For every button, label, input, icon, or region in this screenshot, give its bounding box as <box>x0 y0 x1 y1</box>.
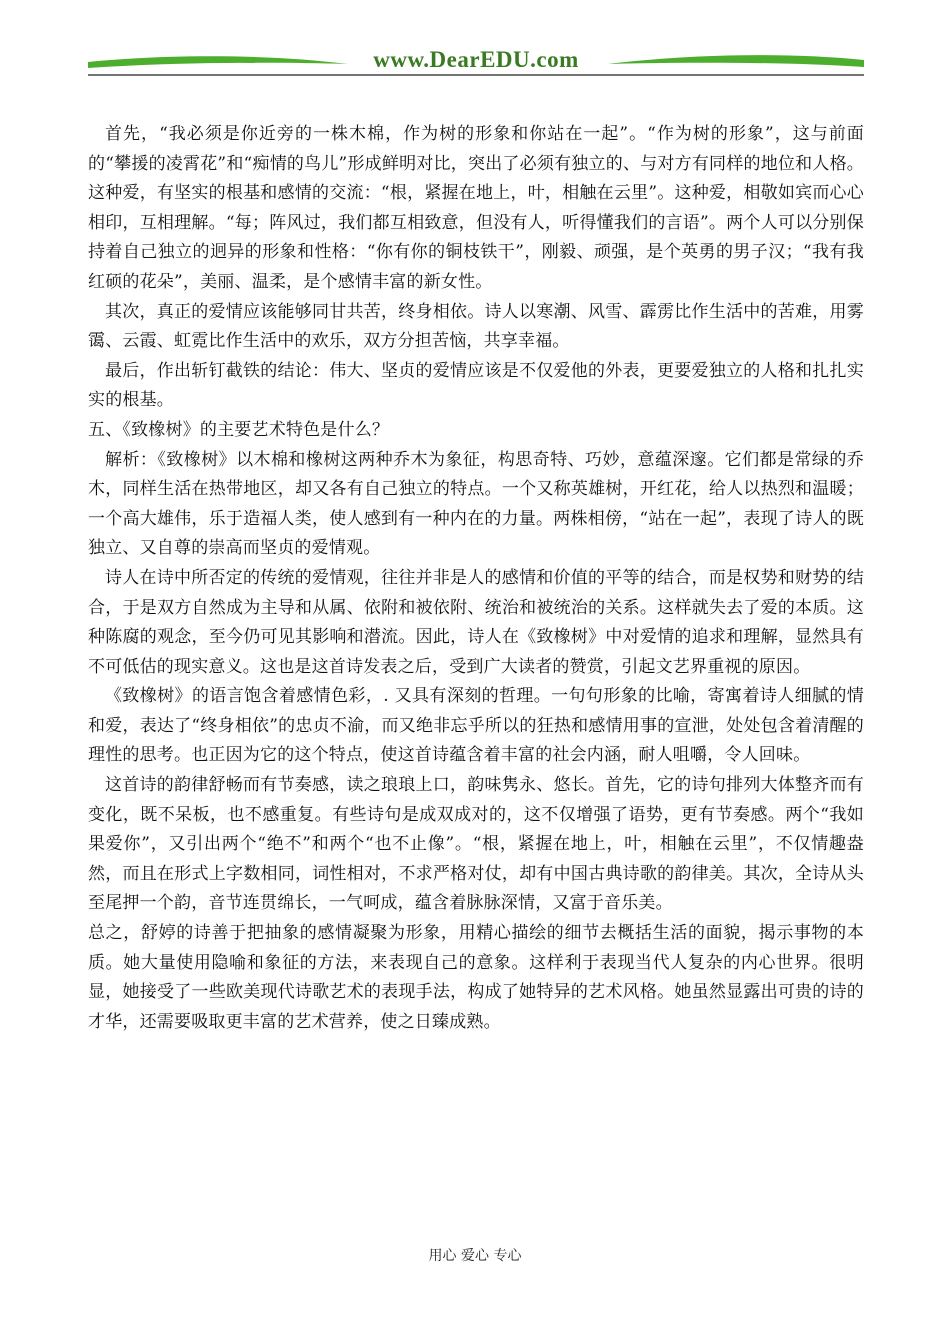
paragraph-summary: 总之，舒婷的诗善于把抽象的感情凝聚为形象，用精心描绘的细节去概括生活的面貌，揭示事物的本质。她大量使用隐喻和象征的方法，来表现自己的意象。这样利于表现当代人复杂的内心世界。很明显，她接受了一些欧美现代诗歌艺术的表现手法，构成了她特异的艺术风格。她虽然显露出可贵的诗的才华，还需要吸取更丰富的艺术营养，使之日臻成熟。 <box>88 923 864 1032</box>
page-header <box>88 40 864 80</box>
section-heading: 五、《致橡树》的主要艺术特色是什么？ <box>88 419 390 440</box>
paragraph-rhythm: 这首诗的韵律舒畅而有节奏感，读之琅琅上口，韵味隽永、悠长。首先，它的诗句排列大体整齐而有变化，既不呆板，也不感重复。有些诗句是成双成对的，这不仅增强了语势，更有节奏感。两个“我如果爱你”，又引出两个“绝不”和两个“也不止像”。“根，紧握在地上，叶，相触在云里”，不仅情趣盎然，而且在形式上字数相同，词性相对，不求严格对仗，却有中国古典诗歌的韵律美。其次，全诗从头至尾押一个韵，音节连贯绵长，一气呵成，蕴含着脉脉深情，又富于音乐美。 <box>88 775 864 914</box>
paragraph-traditional-view: 诗人在诗中所否定的传统的爱情观，往往并非是人的感情和价值的平等的结合，而是权势和财势的结合，于是双方自然成为主导和从属、依附和被依附、统治和被统治的关系。这样就失去了爱的本质。这种陈腐的观念，至今仍可见其影响和潜流。因此，诗人在《致橡树》中对爱情的追求和理解，显然具有不可低估的现实意义。这也是这首诗发表之后，受到广大读者的赞赏，引起文艺界重视的原因。 <box>88 567 864 677</box>
paragraph-conclusion: 最后，作出斩钉截铁的结论：伟大、坚贞的爱情应该是不仅爱他的外表，更要爱独立的人格和扎扎实实的根基。 <box>88 360 864 411</box>
site-logo-text: www.DearEDU.com <box>373 47 579 72</box>
article-body <box>88 120 864 1037</box>
paragraph-language: 《致橡树》的语言饱含着感情色彩，. 又具有深刻的哲理。一句句形象的比喻，寄寓着诗人细腻的情和爱，表达了“终身相依”的忠贞不渝，而又绝非忘乎所以的狂热和感情用事的宣泄，处处包含着清醒的理性的思考。也正因为它的这个特点，使这首诗蕴含着丰富的社会内涵，耐人咀嚼，令人回味。 <box>88 686 864 766</box>
page-footer: 用心 爱心 专心 <box>428 1248 522 1264</box>
paragraph-first: 首先，“我必须是你近旁的一株木棉，作为树的形象和你站在一起”。“作为树的形象”，这与前面的“攀援的凌霄花”和“痴情的鸟儿”形成鲜明对比，突出了必须有独立的、与对方有同样的地位和人格。这种爱，有坚实的根基和感情的交流：“根，紧握在地上，叶，相触在云里”。这种爱，相敬如宾而心心相印，互相理解。“每；阵风过，我们都互相致意，但没有人，听得懂我们的言语”。两个人可以分别保持着自己独立的迥异的形象和性格：“你有你的铜枝铁干”，刚毅、顽强，是个英勇的男子汉；“我有我红硕的花朵”，美丽、温柔，是个感情丰富的新女性。 <box>88 124 864 292</box>
paragraph-second: 其次，真正的爱情应该能够同甘共苦，终身相依。诗人以寒潮、风雪、霹雳比作生活中的苦难，用雾霭、云霞、虹霓比作生活中的欢乐，双方分担苦恼，共享幸福。 <box>88 301 864 352</box>
paragraph-analysis: 解析：《致橡树》以木棉和橡树这两种乔木为象征，构思奇特、巧妙，意蕴深邃。它们都是常绿的乔木，同样生活在热带地区，却又各有自己独立的特点。一个又称英雄树，开红花，给人以热烈和温暖；一个高大雄伟，乐于造福人类，使人感到有一种内在的力量。两株相傍，“站在一起”，表现了诗人的既独立、又自尊的崇高而坚贞的爱情观。 <box>88 449 864 559</box>
